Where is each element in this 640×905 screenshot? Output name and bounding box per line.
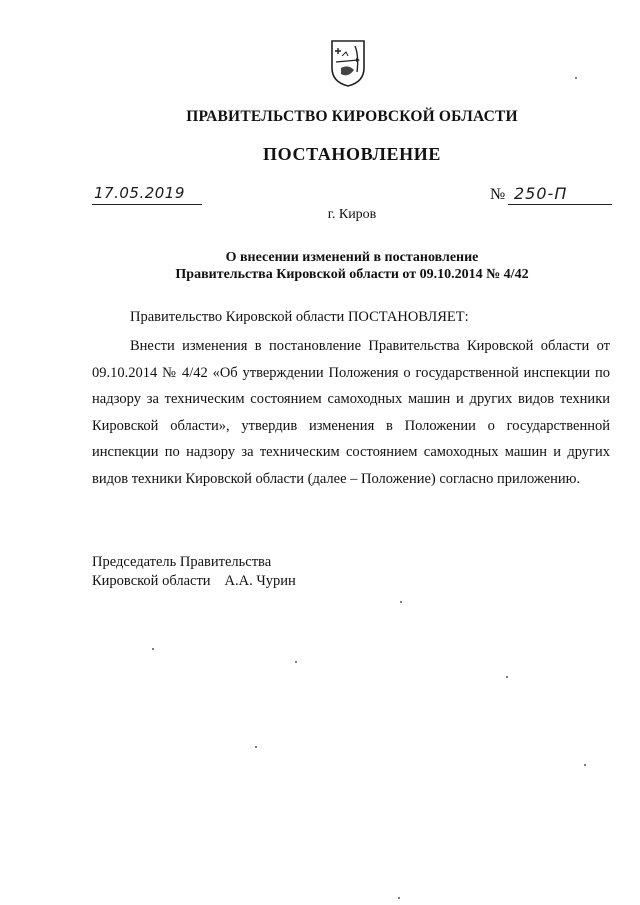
signatory-title-line-2: [92, 572, 296, 591]
coat-of-arms-icon: [328, 38, 368, 88]
scan-speck: [584, 764, 586, 766]
number-label: №: [490, 186, 506, 203]
subject-line-2: Правительства Кировской области от 09.10.2014 № 4/42: [175, 267, 529, 282]
body-paragraph: Внести изменения в постановление Правительства Кировской области от 09.10.2014 № 4/42 «Об утверждении Положения о государственной инспекции по надзору за техническим состоянием самоходных машин и других видов техники Кировской области», утвердив изменения в Положении о государственной инспекции по надзору за техническим состоянием самоходных машин и других видов техники Кировской области (далее – Положение) согласно приложению.: [92, 338, 610, 487]
document-number: 250-П: [514, 184, 568, 203]
organization-title: ПРАВИТЕЛЬСТВО КИРОВСКОЙ ОБЛАСТИ: [186, 108, 518, 125]
scan-speck: [295, 661, 297, 663]
signatory-title-line-1: Председатель Правительства: [92, 554, 272, 570]
document-date-field: [92, 186, 202, 205]
city: г. Киров: [327, 207, 377, 222]
scan-speck: [152, 648, 154, 650]
scan-speck: [575, 77, 577, 79]
signature-block: [92, 553, 296, 591]
document-subject: [0, 249, 640, 283]
scan-speck: [255, 746, 257, 748]
scan-speck: [400, 601, 402, 603]
signatory-region: Кировской области: [92, 573, 211, 589]
document-number-field: [508, 186, 612, 205]
signatory-name: А.А. Чурин: [224, 573, 296, 589]
document-date: 17.05.2019: [94, 184, 185, 202]
decree-statement: Правительство Кировской области ПОСТАНОВЛЯЕТ:: [130, 309, 469, 325]
document-type: ПОСТАНОВЛЕНИЕ: [263, 144, 441, 164]
subject-line-1: О внесении изменений в постановление: [225, 250, 479, 265]
scan-speck: [398, 897, 400, 899]
scan-speck: [506, 676, 508, 678]
